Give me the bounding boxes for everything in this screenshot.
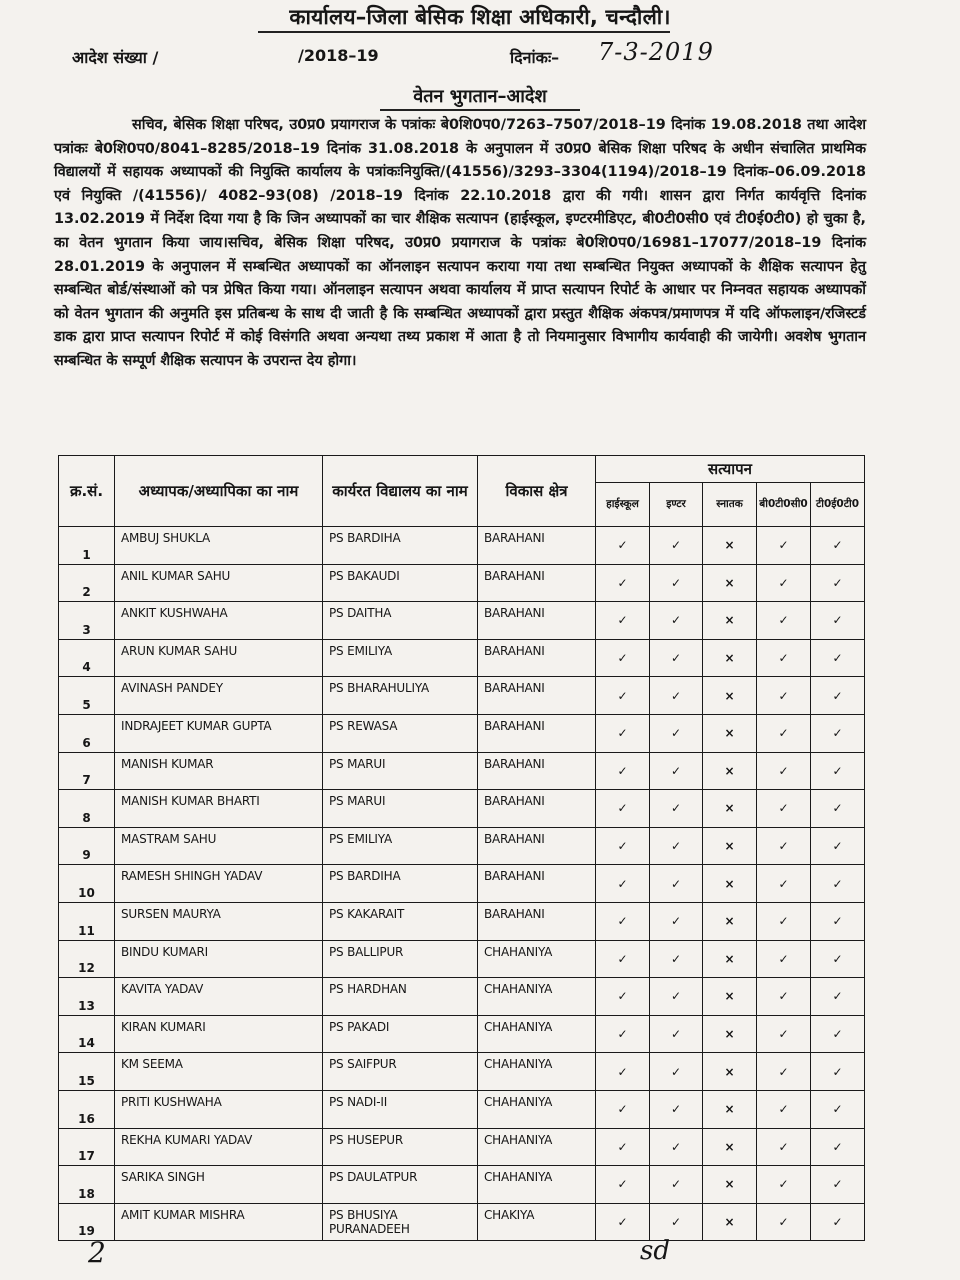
btc-mark: ✓	[757, 527, 811, 565]
block-cell: BARAHANI	[478, 602, 596, 640]
tet-mark: ✓	[811, 752, 865, 790]
subheader-tet: टी0ई0टी0	[811, 483, 865, 527]
block-cell: BARAHANI	[478, 677, 596, 715]
block-cell: BARAHANI	[478, 902, 596, 940]
highschool-mark: ✓	[596, 1090, 650, 1128]
office-title: कार्यालय–जिला बेसिक शिक्षा अधिकारी, चन्दौली।	[289, 5, 671, 29]
serial-cell: 14	[59, 1015, 115, 1053]
serial-cell: 19	[59, 1203, 115, 1241]
table-row	[59, 978, 865, 1016]
graduation-mark: ×	[703, 1128, 757, 1166]
teacher-name-cell: MANISH KUMAR BHARTI	[115, 790, 323, 828]
btc-mark: ✓	[757, 1053, 811, 1091]
school-name-cell: PS BARDIHA	[323, 865, 478, 903]
order-year: /2018–19	[298, 46, 379, 65]
subject-underline	[380, 109, 580, 111]
inter-mark: ✓	[650, 865, 703, 903]
graduation-mark: ×	[703, 1166, 757, 1204]
block-cell: CHAHANIYA	[478, 1128, 596, 1166]
serial-cell: 3	[59, 602, 115, 640]
school-name-cell: PS HUSEPUR	[323, 1128, 478, 1166]
inter-mark: ✓	[650, 1053, 703, 1091]
highschool-mark: ✓	[596, 527, 650, 565]
block-cell: BARAHANI	[478, 790, 596, 828]
serial-cell: 8	[59, 790, 115, 828]
teacher-name-cell: KAVITA YADAV	[115, 978, 323, 1016]
serial-cell: 7	[59, 752, 115, 790]
highschool-mark: ✓	[596, 902, 650, 940]
subheader-inter: इण्टर	[650, 483, 703, 527]
tet-mark: ✓	[811, 940, 865, 978]
inter-mark: ✓	[650, 639, 703, 677]
graduation-mark: ×	[703, 752, 757, 790]
order-body-paragraph: सचिव, बेसिक शिक्षा परिषद, उ0प्र0 प्रयागराज के पत्रांकः बे0शि0प0/7263–7507/2018–19 दिनांक 19.08.2018 तथा आदेश पत्रांकः बे0शि0प0/8041–8285/2018–19 दिनांक 31.08.2018 के अनुपालन में उ0प्र0 बेसिक शिक्षा परिषद के अधीन संचालित प्राथमिक विद्यालयों में सहायक अध्यापकों की नियुक्ति कार्यालय के पत्रांकःनियुक्ति/(41556)/3293–3304(1194)/2018–19 दिनांक–06.09.2018 एवं नियुक्ति /(41556)/ 4082–93(08) /2018–19 दिनांक 22.10.2018 द्वारा की गयी। शासन द्वारा निर्गत कार्यवृत्ति दिनांक 13.02.2019 में निर्देश दिया गया है कि जिन अध्यापकों का चार शैक्षिक सत्यापन (हाईस्कूल, इण्टरमीडिएट, बी0टी0सी0 एवं टी0ई0टी0) हो चुका है, का वेतन भुगतान किया जाय।सचिव, बेसिक शिक्षा परिषद, उ0प्र0 प्रयागराज के पत्रांकः बे0शि0प0/16981–17077/2018–19 दिनांक 28.01.2019 के अनुपालन में सम्बन्धित अध्यापकों का ऑनलाइन सत्यापन कराया गया तथा सम्बन्धित नियुक्त अध्यापकों के शैक्षिक सत्यापन हेतु सम्बन्धित बोर्ड/संस्थाओं को पत्र प्रेषित किया गया। ऑनलाइन सत्यापन अथवा कार्यालय में प्राप्त सत्यापन रिपोर्ट के आधार पर निम्नवत सहायक अध्यापकों को वेतन भुगतान की अनुमति इस प्रतिबन्ध के साथ दी जाती है कि सम्बन्धित अध्यापकों द्वारा प्रस्तुत शैक्षिक अंकपत्र/प्रमाणपत्र में यदि ऑफलाइन/रजिस्टर्ड डाक द्वारा प्राप्त सत्यापन रिपोर्ट में कोई विसंगति अथवा अन्यथा तथ्य प्रकाश में आता है तो नियमानुसार विभागीय कार्यवाही की जायेगी। अवशेष भुगतान सम्बन्धित के सम्पूर्ण शैक्षिक सत्यापन के उपरान्त देय होगा।	[54, 117, 866, 369]
inter-mark: ✓	[650, 714, 703, 752]
tet-mark: ✓	[811, 865, 865, 903]
table-row	[59, 865, 865, 903]
tet-mark: ✓	[811, 902, 865, 940]
school-name-cell: PS MARUI	[323, 752, 478, 790]
graduation-mark: ×	[703, 527, 757, 565]
table-row	[59, 677, 865, 715]
block-cell: CHAHANIYA	[478, 1015, 596, 1053]
teacher-name-cell: AMIT KUMAR MISHRA	[115, 1203, 323, 1241]
inter-mark: ✓	[650, 1203, 703, 1241]
school-name-cell: PS NADI-II	[323, 1090, 478, 1128]
header-serial: क्र.सं.	[59, 456, 115, 527]
inter-mark: ✓	[650, 677, 703, 715]
btc-mark: ✓	[757, 1128, 811, 1166]
teacher-name-cell: ANKIT KUSHWAHA	[115, 602, 323, 640]
table-row	[59, 1203, 865, 1241]
date-label: दिनांकः–	[510, 48, 560, 67]
btc-mark: ✓	[757, 902, 811, 940]
school-name-cell: PS HARDHAN	[323, 978, 478, 1016]
subheader-graduation: स्नातक	[703, 483, 757, 527]
serial-cell: 13	[59, 978, 115, 1016]
tet-mark: ✓	[811, 527, 865, 565]
btc-mark: ✓	[757, 865, 811, 903]
block-cell: BARAHANI	[478, 752, 596, 790]
inter-mark: ✓	[650, 978, 703, 1016]
tet-mark: ✓	[811, 1053, 865, 1091]
teacher-name-cell: KM SEEMA	[115, 1053, 323, 1091]
btc-mark: ✓	[757, 602, 811, 640]
table-row	[59, 602, 865, 640]
block-cell: CHAKIYA	[478, 1203, 596, 1241]
btc-mark: ✓	[757, 639, 811, 677]
serial-cell: 15	[59, 1053, 115, 1091]
tet-mark: ✓	[811, 677, 865, 715]
graduation-mark: ×	[703, 1015, 757, 1053]
btc-mark: ✓	[757, 940, 811, 978]
block-cell: BARAHANI	[478, 865, 596, 903]
inter-mark: ✓	[650, 527, 703, 565]
graduation-mark: ×	[703, 865, 757, 903]
btc-mark: ✓	[757, 978, 811, 1016]
school-name-cell: PS MARUI	[323, 790, 478, 828]
btc-mark: ✓	[757, 677, 811, 715]
teacher-name-cell: ANIL KUMAR SAHU	[115, 564, 323, 602]
teacher-name-cell: SARIKA SINGH	[115, 1166, 323, 1204]
graduation-mark: ×	[703, 1053, 757, 1091]
graduation-mark: ×	[703, 639, 757, 677]
inter-mark: ✓	[650, 790, 703, 828]
table-row	[59, 752, 865, 790]
tet-mark: ✓	[811, 827, 865, 865]
btc-mark: ✓	[757, 790, 811, 828]
serial-cell: 11	[59, 902, 115, 940]
tet-mark: ✓	[811, 1090, 865, 1128]
school-name-cell: PS EMILIYA	[323, 827, 478, 865]
highschool-mark: ✓	[596, 978, 650, 1016]
tet-mark: ✓	[811, 602, 865, 640]
block-cell: CHAHANIYA	[478, 1053, 596, 1091]
school-name-cell: PS BARDIHA	[323, 527, 478, 565]
block-cell: CHAHANIYA	[478, 1090, 596, 1128]
btc-mark: ✓	[757, 564, 811, 602]
serial-cell: 9	[59, 827, 115, 865]
btc-mark: ✓	[757, 752, 811, 790]
table-body	[59, 527, 865, 1241]
serial-cell: 1	[59, 527, 115, 565]
header-school-name: कार्यरत विद्यालय का नाम	[323, 456, 478, 527]
btc-mark: ✓	[757, 1166, 811, 1204]
highschool-mark: ✓	[596, 827, 650, 865]
teacher-name-cell: AVINASH PANDEY	[115, 677, 323, 715]
table-row	[59, 564, 865, 602]
block-cell: BARAHANI	[478, 527, 596, 565]
highschool-mark: ✓	[596, 1128, 650, 1166]
inter-mark: ✓	[650, 1128, 703, 1166]
tet-mark: ✓	[811, 1128, 865, 1166]
inter-mark: ✓	[650, 940, 703, 978]
tet-mark: ✓	[811, 564, 865, 602]
title-underline	[258, 31, 670, 33]
graduation-mark: ×	[703, 940, 757, 978]
footer-signature: sd	[640, 1236, 670, 1266]
school-name-cell: PS EMILIYA	[323, 639, 478, 677]
btc-mark: ✓	[757, 1090, 811, 1128]
table-row	[59, 714, 865, 752]
table-row	[59, 1015, 865, 1053]
header-teacher-name: अध्यापक/अध्यापिका का नाम	[115, 456, 323, 527]
inter-mark: ✓	[650, 827, 703, 865]
table-row	[59, 790, 865, 828]
teacher-verification-table	[58, 455, 865, 1241]
highschool-mark: ✓	[596, 639, 650, 677]
serial-cell: 2	[59, 564, 115, 602]
school-name-cell: PS BALLIPUR	[323, 940, 478, 978]
block-cell: CHAHANIYA	[478, 1166, 596, 1204]
inter-mark: ✓	[650, 902, 703, 940]
highschool-mark: ✓	[596, 790, 650, 828]
teacher-name-cell: MANISH KUMAR	[115, 752, 323, 790]
table-row	[59, 827, 865, 865]
highschool-mark: ✓	[596, 1203, 650, 1241]
tet-mark: ✓	[811, 1015, 865, 1053]
footer-handwritten-mark: 2	[88, 1236, 106, 1269]
table-row	[59, 1166, 865, 1204]
graduation-mark: ×	[703, 1203, 757, 1241]
inter-mark: ✓	[650, 752, 703, 790]
tet-mark: ✓	[811, 639, 865, 677]
inter-mark: ✓	[650, 564, 703, 602]
order-number-label: आदेश संख्या /	[72, 48, 159, 67]
school-name-cell: PS KAKARAIT	[323, 902, 478, 940]
teacher-name-cell: INDRAJEET KUMAR GUPTA	[115, 714, 323, 752]
graduation-mark: ×	[703, 902, 757, 940]
handwritten-date: 7-3-2019	[598, 38, 714, 66]
inter-mark: ✓	[650, 602, 703, 640]
inter-mark: ✓	[650, 1166, 703, 1204]
btc-mark: ✓	[757, 1203, 811, 1241]
graduation-mark: ×	[703, 827, 757, 865]
highschool-mark: ✓	[596, 602, 650, 640]
tet-mark: ✓	[811, 714, 865, 752]
inter-mark: ✓	[650, 1090, 703, 1128]
teacher-name-cell: RAMESH SHINGH YADAV	[115, 865, 323, 903]
table-row	[59, 940, 865, 978]
serial-cell: 12	[59, 940, 115, 978]
btc-mark: ✓	[757, 1015, 811, 1053]
teacher-name-cell: REKHA KUMARI YADAV	[115, 1128, 323, 1166]
table-row	[59, 1053, 865, 1091]
highschool-mark: ✓	[596, 752, 650, 790]
highschool-mark: ✓	[596, 940, 650, 978]
block-cell: CHAHANIYA	[478, 978, 596, 1016]
block-cell: BARAHANI	[478, 827, 596, 865]
teacher-name-cell: BINDU KUMARI	[115, 940, 323, 978]
graduation-mark: ×	[703, 714, 757, 752]
graduation-mark: ×	[703, 1090, 757, 1128]
table-row	[59, 639, 865, 677]
tet-mark: ✓	[811, 790, 865, 828]
highschool-mark: ✓	[596, 1166, 650, 1204]
graduation-mark: ×	[703, 677, 757, 715]
school-name-cell: PS SAIFPUR	[323, 1053, 478, 1091]
teacher-name-cell: ARUN KUMAR SAHU	[115, 639, 323, 677]
btc-mark: ✓	[757, 714, 811, 752]
highschool-mark: ✓	[596, 1053, 650, 1091]
tet-mark: ✓	[811, 978, 865, 1016]
header-verification: सत्यापन	[596, 456, 865, 483]
serial-cell: 16	[59, 1090, 115, 1128]
table-row	[59, 527, 865, 565]
school-name-cell: PS DAITHA	[323, 602, 478, 640]
highschool-mark: ✓	[596, 714, 650, 752]
order-subject: वेतन भुगतान–आदेश	[413, 86, 547, 107]
serial-cell: 5	[59, 677, 115, 715]
teacher-name-cell: PRITI KUSHWAHA	[115, 1090, 323, 1128]
table-row	[59, 902, 865, 940]
header-block: विकास क्षेत्र	[478, 456, 596, 527]
teacher-name-cell: SURSEN MAURYA	[115, 902, 323, 940]
graduation-mark: ×	[703, 790, 757, 828]
serial-cell: 18	[59, 1166, 115, 1204]
school-name-cell: PS BHARAHULIYA	[323, 677, 478, 715]
tet-mark: ✓	[811, 1166, 865, 1204]
btc-mark: ✓	[757, 827, 811, 865]
inter-mark: ✓	[650, 1015, 703, 1053]
highschool-mark: ✓	[596, 865, 650, 903]
serial-cell: 17	[59, 1128, 115, 1166]
block-cell: BARAHANI	[478, 714, 596, 752]
graduation-mark: ×	[703, 602, 757, 640]
serial-cell: 10	[59, 865, 115, 903]
school-name-cell: PS DAULATPUR	[323, 1166, 478, 1204]
tet-mark: ✓	[811, 1203, 865, 1241]
school-name-cell: PS BHUSIYA PURANADEEH	[323, 1203, 478, 1241]
highschool-mark: ✓	[596, 564, 650, 602]
teacher-name-cell: MASTRAM SAHU	[115, 827, 323, 865]
school-name-cell: PS BAKAUDI	[323, 564, 478, 602]
teacher-name-cell: AMBUJ SHUKLA	[115, 527, 323, 565]
school-name-cell: PS REWASA	[323, 714, 478, 752]
subheader-btc: बी0टी0सी0	[757, 483, 811, 527]
block-cell: BARAHANI	[478, 564, 596, 602]
block-cell: BARAHANI	[478, 639, 596, 677]
serial-cell: 4	[59, 639, 115, 677]
table-row	[59, 1128, 865, 1166]
subheader-highschool: हाईस्कूल	[596, 483, 650, 527]
graduation-mark: ×	[703, 564, 757, 602]
teacher-name-cell: KIRAN KUMARI	[115, 1015, 323, 1053]
highschool-mark: ✓	[596, 1015, 650, 1053]
serial-cell: 6	[59, 714, 115, 752]
graduation-mark: ×	[703, 978, 757, 1016]
school-name-cell: PS PAKADI	[323, 1015, 478, 1053]
highschool-mark: ✓	[596, 677, 650, 715]
block-cell: CHAHANIYA	[478, 940, 596, 978]
table-row	[59, 1090, 865, 1128]
